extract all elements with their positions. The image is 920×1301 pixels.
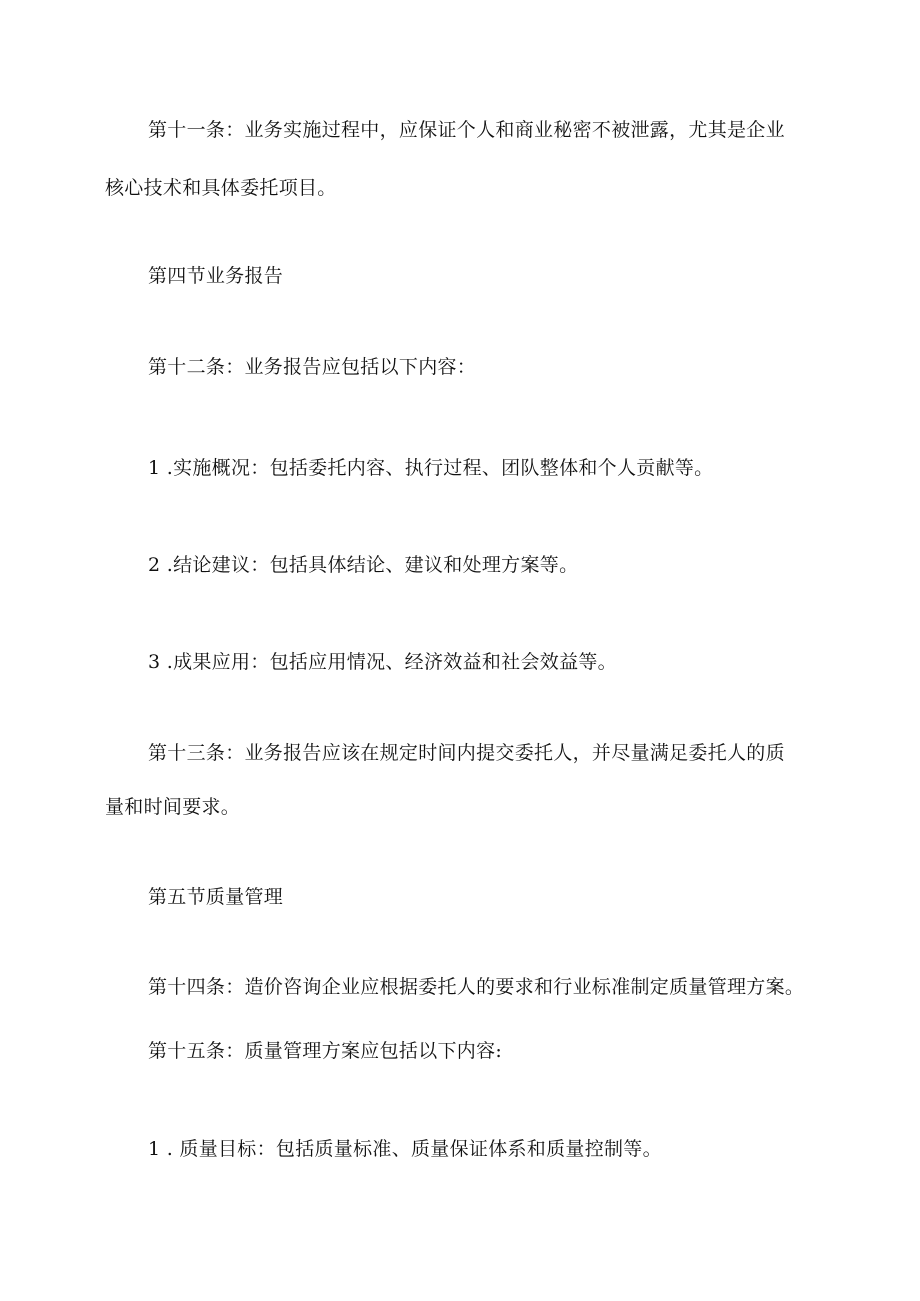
article-13-line-2: 量和时间要求。	[105, 796, 241, 818]
list-item-2: 2 .结论建议：包括具体结论、建议和处理方案等。	[148, 554, 579, 576]
article-11-line-2: 核心技术和具体委托项目。	[105, 177, 337, 199]
section-5-heading: 第五节质量管理	[148, 886, 284, 908]
article-15: 第十五条：质量管理方案应包括以下内容:	[148, 1040, 503, 1062]
section-4-heading: 第四节业务报告	[148, 265, 284, 287]
article-14: 第十四条：造价咨询企业应根据委托人的要求和行业标准制定质量管理方案。	[148, 976, 805, 998]
list-item-3: 3 .成果应用：包括应用情况、经济效益和社会效益等。	[148, 651, 617, 673]
article-13-line-1: 第十三条：业务报告应该在规定时间内提交委托人，并尽量满足委托人的质	[148, 742, 785, 764]
article-11-line-1: 第十一条：业务实施过程中，应保证个人和商业秘密不被泄露，尤其是企业	[148, 119, 785, 141]
quality-list-item-1: 1 . 质量目标：包括质量标准、质量保证体系和质量控制等。	[148, 1138, 662, 1160]
article-12: 第十二条：业务报告应包括以下内容：	[148, 356, 477, 378]
list-item-1: 1 .实施概况：包括委托内容、执行过程、团队整体和个人贡献等。	[148, 457, 714, 479]
